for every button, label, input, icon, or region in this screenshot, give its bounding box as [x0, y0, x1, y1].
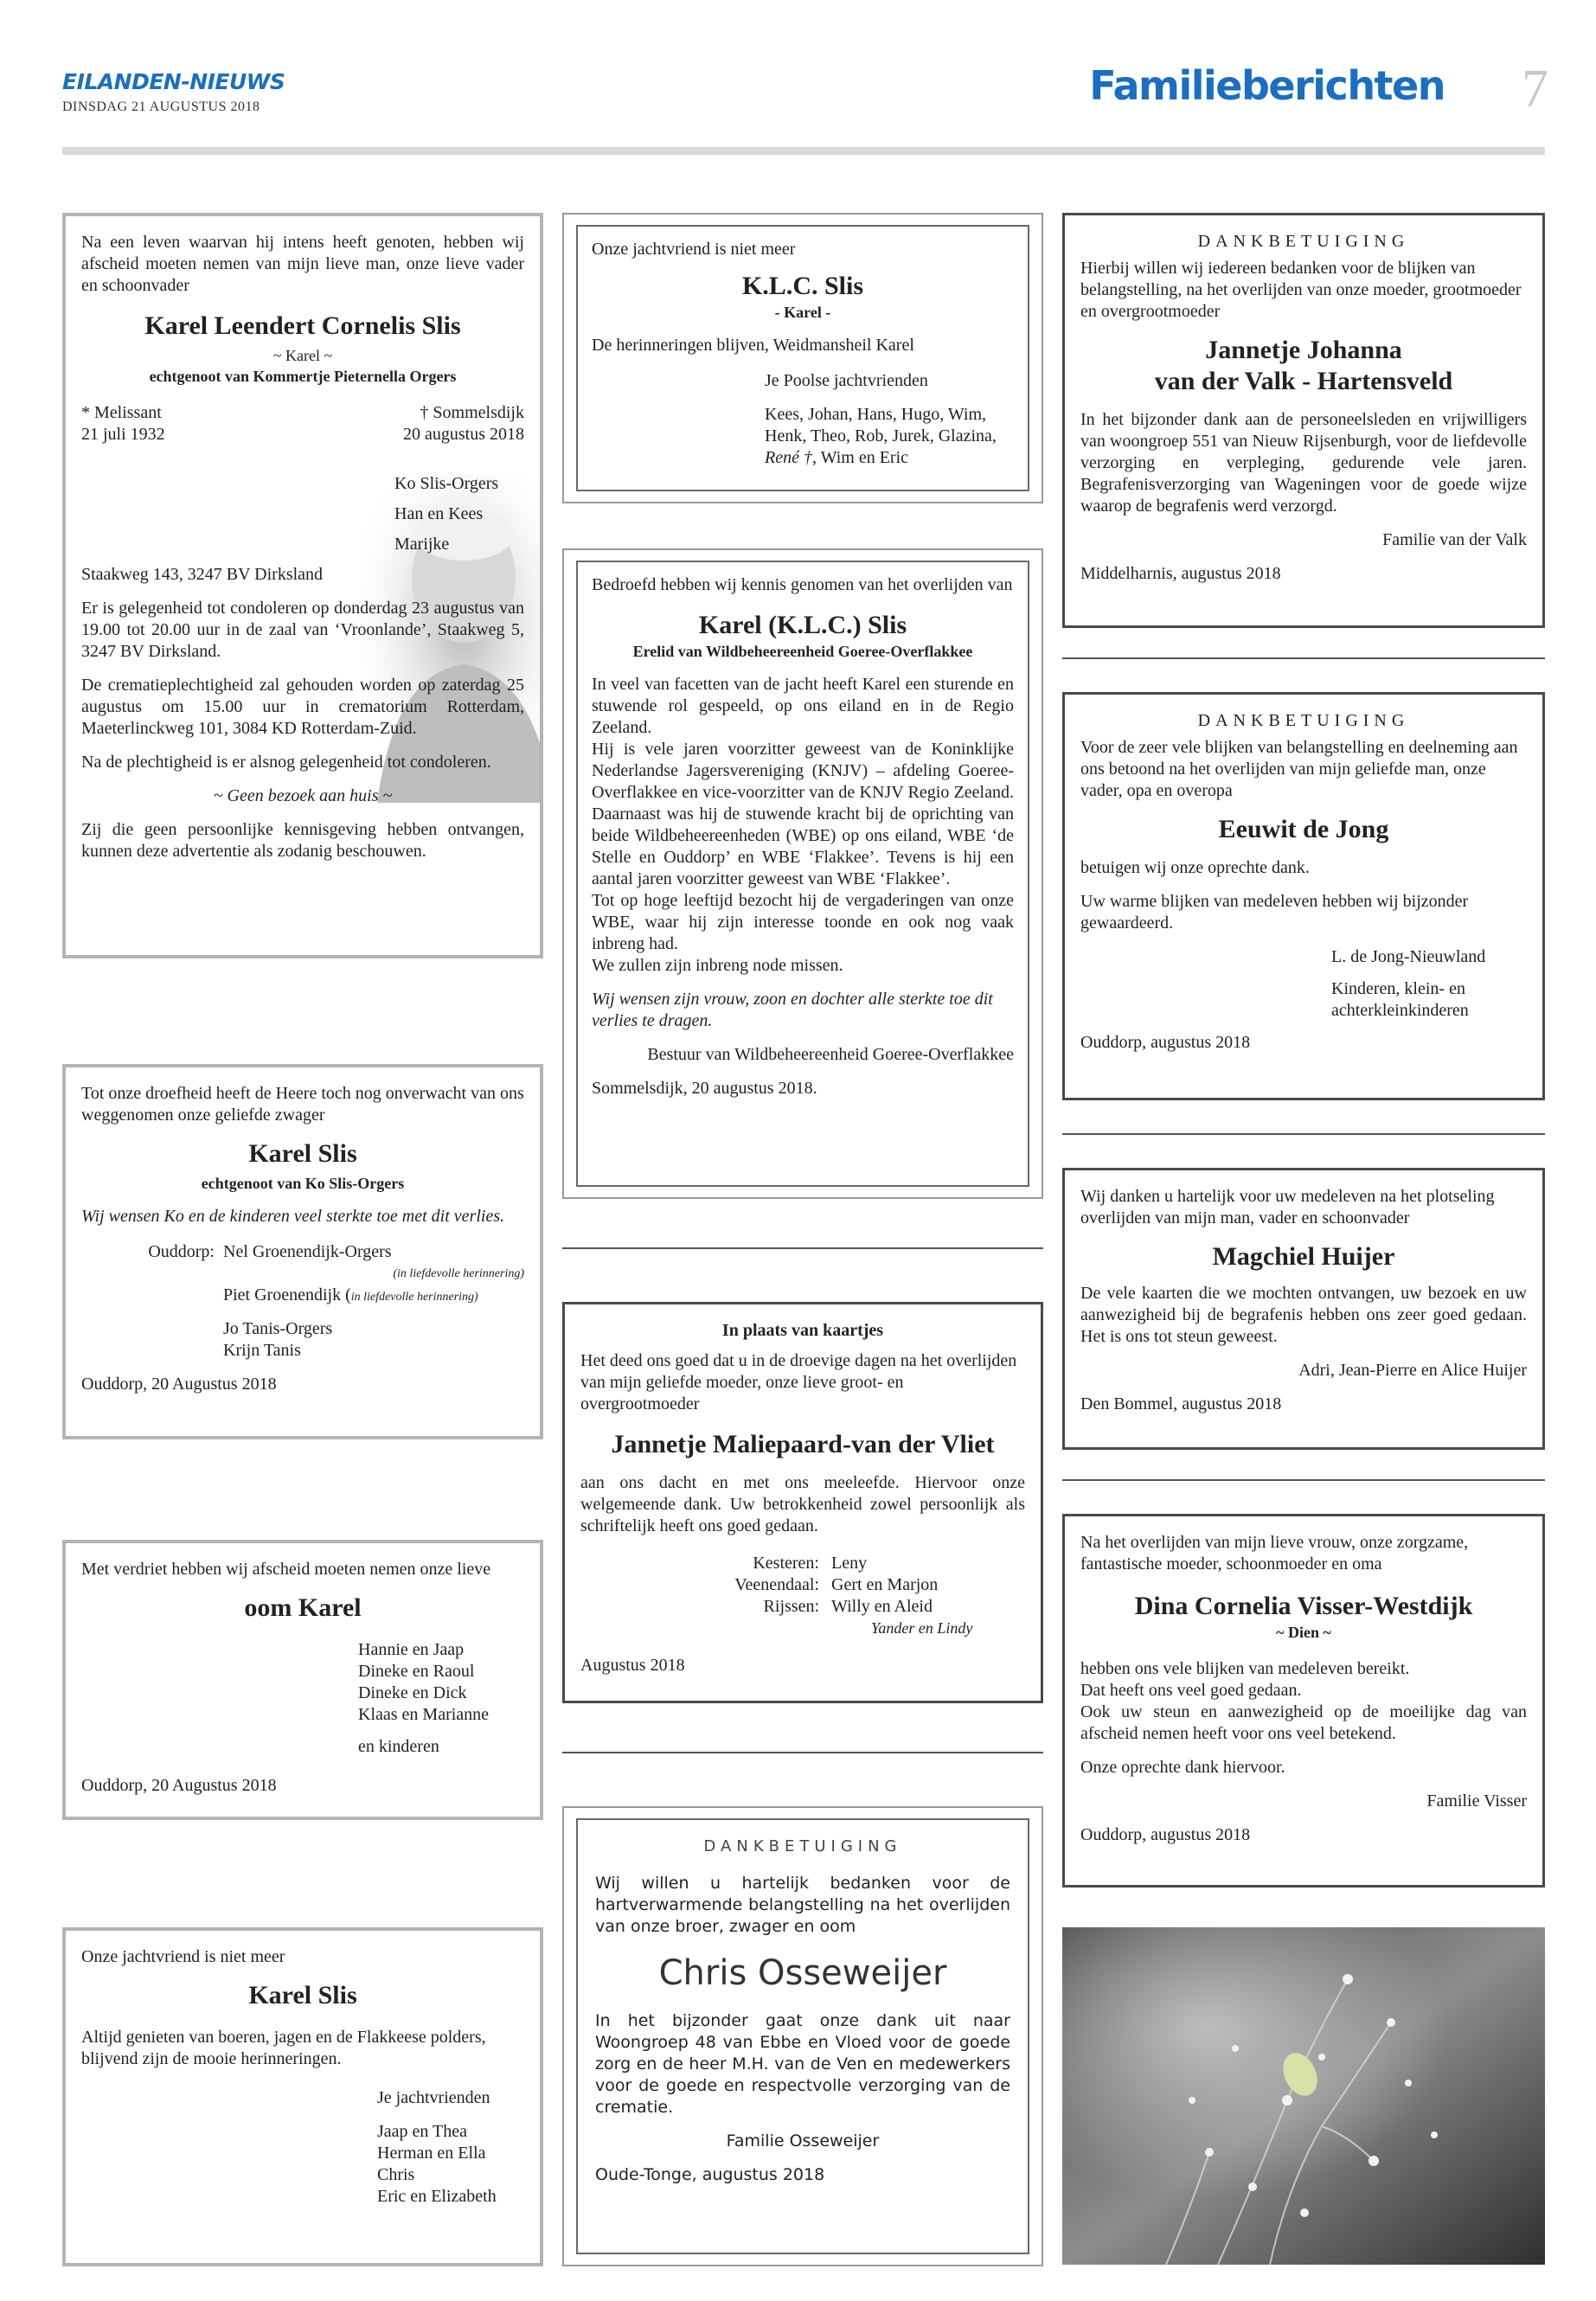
ad6-from: Bestuur van Wildbeheereenheid Goeree-Overflakkee — [647, 1045, 1014, 1064]
ad8-name: Chris Osseweijer — [658, 1953, 947, 1993]
separator-col3-2 — [1062, 1133, 1545, 1135]
ad4-text: Altijd genieten van boeren, jagen en de Flakkeese polders, blijvend zijn de mooie herinneringen. — [81, 2028, 486, 2068]
separator-col2-2 — [562, 1752, 1043, 1753]
ad2-line-3: Piet Groenendijk ( — [223, 1285, 351, 1304]
ad7-footer: Augustus 2018 — [580, 1656, 685, 1675]
ad3-family-4: Klaas en Marianne — [358, 1705, 490, 1724]
ad5-text: De herinneringen blijven, Weidmansheil Karel — [592, 336, 914, 355]
ad2-line-2: (in liefdevolle herinnering) — [393, 1267, 524, 1280]
ad9-name-1: Jannetje Johanna — [1205, 336, 1402, 364]
ad11-from: Adri, Jean-Pierre en Alice Huijer — [1298, 1361, 1527, 1380]
ad10-intro: Voor de zeer vele blijken van belangstelling en deelneming aan ons betoond na het overlijden van mijn geliefde man, onze vader, opa en overopa — [1080, 738, 1518, 800]
ad12-footer: Ouddorp, augustus 2018 — [1080, 1825, 1251, 1844]
ad5-names-2: Henk, Theo, Rob, Jurek, Glazina, — [765, 426, 997, 445]
ad12-text1: hebben ons vele blijken van medeleven bereikt. — [1080, 1659, 1410, 1678]
ad12-intro: Na het overlijden van mijn lieve vrouw, onze zorgzame, fantastische moeder, schoonmoeder en oma — [1080, 1533, 1469, 1574]
ad5-names-1: Kees, Johan, Hans, Hugo, Wim, — [765, 405, 987, 424]
ad3-intro: Met verdriet hebben wij afscheid moeten nemen onze lieve — [81, 1560, 491, 1579]
separator-col3-3 — [1062, 1479, 1545, 1481]
ad6-footer: Sommelsdijk, 20 augustus 2018. — [592, 1079, 817, 1098]
ad4-name-3: Chris — [377, 2165, 415, 2184]
ad-klc-slis-poolse — [562, 213, 1043, 503]
ad7-grandkids: Yander en Lindy — [871, 1619, 973, 1637]
ad-magchiel-huijer — [1062, 1168, 1545, 1450]
ad4-name-2: Herman en Ella — [377, 2144, 486, 2163]
ad12-text3: Ook uw steun en aanwezigheid op de moeilijke dag van afscheid nemen heeft voor ons veel betekend. — [1080, 1702, 1527, 1743]
ad2-intro: Tot onze droefheid heeft de Heere toch nog onverwacht van ons weggenomen onze geliefde zwager — [81, 1084, 524, 1125]
ad-karel-slis-zwager — [62, 1064, 543, 1439]
ad1-nickname: ~ Karel ~ — [272, 347, 333, 364]
ad11-name: Magchiel Huijer — [1212, 1242, 1395, 1271]
ad2-line-5: Jo Tanis-Orgers — [223, 1319, 333, 1338]
ad2-wish: Wij wensen Ko en de kinderen veel sterkte toe met dit verlies. — [81, 1207, 505, 1226]
ad12-name: Dina Cornelia Visser-Westdijk — [1134, 1592, 1473, 1620]
ad5-nickname: - Karel - — [774, 304, 831, 321]
ad-karel-leendert-slis — [62, 213, 543, 958]
ad7-place-2: Veenendaal: — [734, 1575, 819, 1594]
ad9-from: Familie van der Valk — [1382, 530, 1527, 549]
ad9-intro: Hierbij willen wij iedereen bedanken voor de blijken van belangstelling, na het overlijden van onze moeder, grootmoeder en overgrootmoeder — [1080, 259, 1522, 321]
ad10-text: Uw warme blijken van medeleven hebben wij bijzonder gewaardeerd. — [1080, 892, 1469, 933]
ad-jachtvriend-karel-slis — [62, 1927, 543, 2266]
ad1-notice: Zij die geen persoonlijke kennisgeving hebben ontvangen, kunnen deze advertentie als zodanig beschouwen. — [81, 820, 524, 861]
masthead-date: DINSDAG 21 AUGUSTUS 2018 — [62, 99, 260, 114]
ad10-thanks: betuigen wij onze oprechte dank. — [1080, 858, 1310, 877]
ad12-text4: Onze oprechte dank hiervoor. — [1080, 1758, 1285, 1777]
ad1-death-date: 20 augustus 2018 — [403, 425, 524, 444]
ad7-place-1: Kesteren: — [753, 1554, 819, 1573]
ad12-from: Familie Visser — [1426, 1791, 1527, 1811]
ad10-name: Eeuwit de Jong — [1218, 815, 1389, 843]
ad4-name-1: Jaap en Thea — [377, 2122, 468, 2141]
ad5-intro: Onze jachtvriend is niet meer — [592, 240, 796, 259]
ad6-name: Karel (K.L.C.) Slis — [698, 611, 907, 639]
ad-eeuwit-de-jong — [1062, 692, 1545, 1100]
ad12-nickname: ~ Dien ~ — [1276, 1624, 1331, 1641]
ad1-family-3: Marijke — [394, 535, 450, 554]
ad8-text: In het bijzonder gaat onze dank uit naar Woongroep 48 van Ebbe en Vloed voor de goede zorg en de heer M.H. van de Ven en medewerkers voor de goede en respectvolle verzorging van de crematie. — [595, 2011, 1010, 2117]
ad3-name: oom Karel — [244, 1593, 362, 1622]
masthead-logo: EILANDEN-NIEUWS — [62, 69, 285, 94]
ad6-text2: Hij is vele jaren voorzitter geweest van de Koninklijke Nederlandse Jagersvereniging (KNJV) – afdeling Goeree-Overflakkee en vice-voorzitter van de KNJV Regio Zeeland. Daarnaast was hij de stuwende kracht bij de oprichting van beide Wildbeheereenheden (WBE) op ons eiland, WBE ‘de Stelle en Ouddorp’ en WBE ‘Flakkee’. Tevens is hij een aantal jaren voorzitter geweest van WBE ‘Flakkee’. — [592, 740, 1014, 888]
ad6-text1: In veel van facetten van de jacht heeft Karel een sturende en stuwende rol gespeeld, op ons eiland en in de Regio Zeeland. — [592, 675, 1014, 737]
ad12-text2: Dat heeft ons veel goed gedaan. — [1080, 1681, 1302, 1700]
ad8-from: Familie Osseweijer — [726, 2131, 880, 2150]
ad9-text: In het bijzonder dank aan de personeelsleden en vrijwilligers van woongroep 551 van Nieuw Rijsenburgh, voor de liefdevolle verzorging en verpleging, gedurende vele jaren. Begrafenisverzorging van Wageningen voor de goede wijze waarop de begrafenis werd verzorgd. — [1080, 410, 1527, 516]
ad-chris-osseweijer — [562, 1806, 1043, 2266]
ad11-text: De vele kaarten die we mochten ontvangen, uw bezoek en uw aanwezigheid bij de begrafenis hebben ons zeer goed gedaan. Het is ons tot steun geweest. — [1080, 1284, 1527, 1346]
ad7-names-2: Gert en Marjon — [831, 1575, 939, 1594]
ad6-text3: Tot op hoge leeftijd bezocht hij de vergaderingen van onze WBE, waar hij zijn interesse toonde en ook nog vaak inbreng had. — [592, 891, 1014, 953]
ad3-footer: Ouddorp, 20 Augustus 2018 — [81, 1776, 277, 1795]
ad10-from: L. de Jong-Nieuwland — [1331, 947, 1486, 966]
ad11-footer: Den Bommel, augustus 2018 — [1080, 1394, 1282, 1413]
ad3-family-1: Hannie en Jaap — [358, 1640, 465, 1659]
ad10-kids-1: Kinderen, klein- en — [1331, 979, 1465, 998]
ad10-heading: DANKBETUIGING — [1197, 711, 1410, 730]
ad5-names-3b: , Wim en Eric — [811, 448, 908, 467]
ad6-intro: Bedroefd hebben wij kennis genomen van het overlijden van — [592, 575, 1013, 594]
ad1-name: Karel Leendert Cornelis Slis — [144, 311, 461, 340]
ad3-family-3: Dineke en Dick — [358, 1683, 467, 1702]
ad4-name: Karel Slis — [248, 1981, 357, 2009]
ad2-line-4: in liefdevolle herinnering) — [350, 1291, 478, 1304]
ad3-children: en kinderen — [358, 1737, 439, 1756]
ad2-footer: Ouddorp, 20 Augustus 2018 — [81, 1375, 277, 1394]
ad-karel-klc-slis-wbe — [562, 548, 1043, 1199]
ad7-heading: In plaats van kaartjes — [721, 1321, 884, 1340]
ad10-footer: Ouddorp, augustus 2018 — [1080, 1033, 1251, 1052]
ad9-name-2: van der Valk - Hartensveld — [1154, 367, 1453, 395]
ad4-intro: Onze jachtvriend is niet meer — [81, 1947, 285, 1966]
ad1-death-place: † Sommelsdijk — [420, 403, 524, 422]
ad6-wish: Wij wensen zijn vrouw, zoon en dochter alle sterkte toe dit verlies te dragen. — [592, 990, 993, 1030]
ad2-place: Ouddorp: — [148, 1242, 215, 1261]
ad4-name-4: Eric en Elizabeth — [377, 2187, 497, 2206]
ad10-kids-2: achterkleinkinderen — [1331, 1001, 1469, 1020]
ad7-text: aan ons dacht en met ons meeleefde. Hiervoor onze welgemeende dank. Uw betrokkenheid zowel persoonlijk als schriftelijk heeft ons goed gedaan. — [580, 1473, 1025, 1535]
ad1-intro: Na een leven waarvan hij intens heeft genoten, hebben wij afscheid moeten nemen van mijn lieve man, onze lieve vader en schoonvader — [81, 233, 524, 295]
ad8-heading: DANKBETUIGING — [703, 1837, 902, 1856]
ad11-intro: Wij danken u hartelijk voor uw medeleven na het plotseling overlijden van mijn man, vader en schoonvader — [1080, 1187, 1495, 1227]
ad8-intro: Wij willen u hartelijk bedanken voor de hartverwarmende belangstelling na het overlijden van onze broer, zwager en oom — [595, 1874, 1010, 1936]
ad5-from: Je Poolse jachtvrienden — [765, 371, 928, 390]
ad1-birth-place: * Melissant — [81, 403, 162, 422]
ad5-name: K.L.C. Slis — [741, 272, 864, 300]
ad7-intro: Het deed ons goed dat u in de droevige dagen na het overlijden van mijn geliefde moeder, onze lieve groot- en overgrootmoeder — [580, 1351, 1017, 1413]
ad-oom-karel — [62, 1540, 543, 1820]
ad2-line-1: Nel Groenendijk-Orgers — [223, 1242, 392, 1261]
flower-photo — [1062, 1927, 1545, 2265]
ad1-family-1: Ko Slis-Orgers — [394, 474, 499, 493]
page-number: 7 — [1522, 60, 1548, 119]
ad4-from: Je jachtvrienden — [377, 2088, 490, 2107]
ad1-after: Na de plechtigheid is er alsnog gelegenheid tot condoleren. — [81, 753, 491, 772]
ad3-family-2: Dineke en Raoul — [358, 1662, 475, 1681]
ad-jannetje-van-der-valk — [1062, 213, 1545, 628]
ad1-ceremony: De crematieplechtigheid zal gehouden worden op zaterdag 25 augustus om 15.00 uur in crematorium Rotterdam, Maeterlinckweg 101, 3084 KD Rotterdam-Zuid. — [81, 676, 524, 738]
ad2-line-6: Krijn Tanis — [223, 1341, 301, 1360]
ad6-role: Erelid van Wildbeheereenheid Goeree-Overflakkee — [632, 643, 973, 660]
ad-jannetje-maliepaard — [562, 1302, 1043, 1703]
header-rule — [62, 147, 1545, 155]
ad7-name: Jannetje Maliepaard-van der Vliet — [611, 1430, 995, 1458]
ad7-place-3: Rijssen: — [763, 1597, 819, 1616]
ad1-family-2: Han en Kees — [394, 504, 484, 523]
ad1-spouse: echtgenoot van Kommertje Pieternella Orgers — [149, 368, 457, 385]
ad7-names-3: Willy en Aleid — [831, 1597, 933, 1616]
ad1-birth-date: 21 juli 1932 — [81, 425, 165, 444]
ad2-spouse: echtgenoot van Ko Slis-Orgers — [201, 1175, 405, 1192]
ad6-text4: We zullen zijn inbreng node missen. — [592, 956, 843, 975]
ad9-footer: Middelharnis, augustus 2018 — [1080, 564, 1281, 583]
section-title: Familieberichten — [1089, 62, 1445, 109]
ad1-address: Staakweg 143, 3247 BV Dirksland — [81, 565, 324, 584]
ad5-names-3a: René † — [765, 448, 812, 467]
separator-col2-1 — [562, 1247, 1043, 1249]
ad9-heading: DANKBETUIGING — [1197, 232, 1410, 251]
ad2-name: Karel Slis — [248, 1139, 357, 1168]
ad7-names-1: Leny — [831, 1554, 868, 1573]
ad-dina-visser-westdijk — [1062, 1514, 1545, 1888]
ad1-condole: Er is gelegenheid tot condoleren op donderdag 23 augustus van 19.00 tot 20.00 uur in de zaal van ‘Vroonlande’, Staakweg 5, 3247 BV Dirksland. — [81, 599, 524, 661]
ad1-no-visit: ~ Geen bezoek aan huis ~ — [213, 786, 393, 805]
separator-col3-1 — [1062, 657, 1545, 659]
ad8-footer: Oude-Tonge, augustus 2018 — [595, 2165, 825, 2184]
